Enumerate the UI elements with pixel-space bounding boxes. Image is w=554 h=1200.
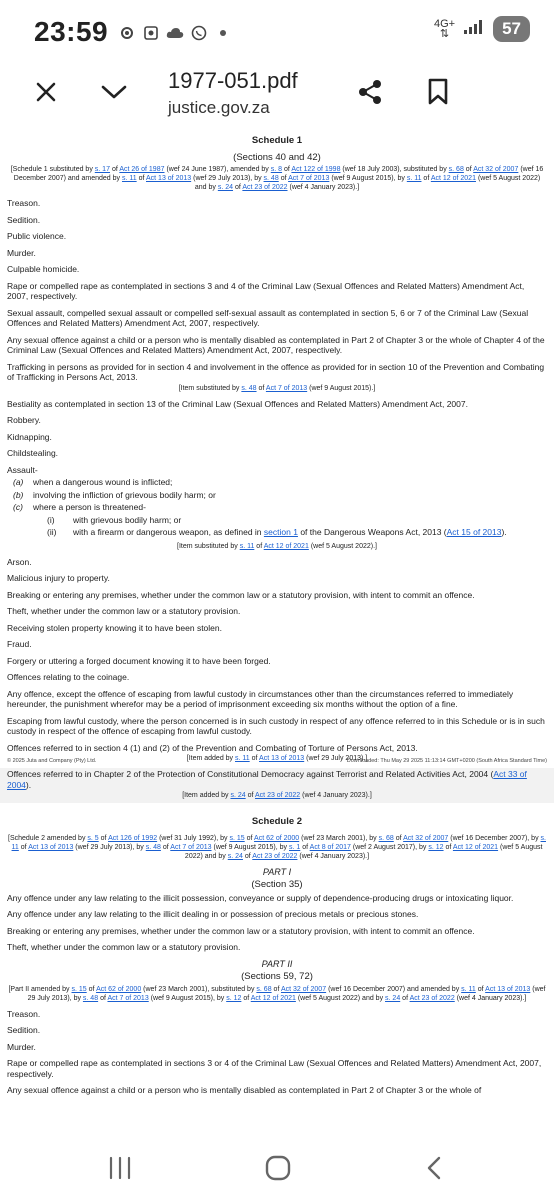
item-text-part: ). [501,527,507,537]
note-text: of [246,834,253,842]
note-text: (wef 29 July 2013), by [75,843,144,851]
note-text: of [395,834,402,842]
list-item: Fraud. [7,639,32,649]
status-bar [0,0,554,62]
list-item: Kidnapping. [7,431,52,442]
note-text: of [247,792,254,799]
data-arrows-icon: ⇅ [439,28,450,40]
note-text: of [445,843,452,851]
item-key: (c) [13,502,23,512]
item-text: where a person is threatened- [33,502,146,512]
note-text: of [244,852,251,860]
status-time: 23:59 [34,16,109,47]
list-item: Any sexual offence against a child or a person who is mentally disabled as contemplated in Part 2 of Chapter 3 or the whole of Chapter 4 of the Criminal Law (Sexual Offences and Related Matters) Amendment Act, 2007, respectively. [7,334,545,355]
note-text: of [20,843,27,851]
note-text: [Part II amended by [8,985,70,993]
link-s68[interactable]: s. 68 [448,166,464,173]
link-act-7-2013[interactable]: Act 7 of 2013 [288,175,330,182]
page-footer [7,758,547,764]
note-text: (wef 24 June 1987), amended by [166,166,269,173]
close-icon [34,80,58,109]
link-s11[interactable]: s. 11 [11,834,546,851]
note-text: of [477,985,484,993]
link-s15[interactable]: s. 15 [71,985,87,993]
link-act-62-2000[interactable]: Act 62 of 2000 [254,834,300,842]
note-text: (wef 5 August 2022).] [310,542,377,550]
link-s24[interactable]: s. 24 [385,994,401,1002]
link-act-23-2022[interactable]: Act 23 of 2022 [242,184,288,191]
note-text: (wef 9 August 2015), by [331,175,405,182]
settings-icon [118,24,136,42]
link-act-12-2021[interactable]: Act 12 of 2021 [430,175,476,182]
link-act-26-1987[interactable]: Act 26 of 1987 [119,166,165,173]
link-s15[interactable]: s. 15 [229,834,245,842]
link-act-12-2021[interactable]: Act 12 of 2021 [263,542,309,550]
list-item: Sexual assault, compelled sexual assault or compelled self-sexual assault as contemplated in section 5, 6 or 7 of the Criminal Law (Sexual Offences and Related Matters) Amendment Act, 2007, respectively. [7,307,529,328]
note-text: [Item substituted by [177,542,238,550]
bookmark-button[interactable] [418,74,458,114]
note-text: of [138,175,145,182]
note-text: of [280,175,287,182]
item-note [7,542,547,551]
list-item: Escaping from lawful custody, where the person concerned is in such custody in respect of any offence referred to in this Schedule or is in such custody in respect of the offence of escaping from lawful custody. [7,715,545,736]
list-item: Malicious injury to property. [7,573,110,583]
pdf-page-2 [0,803,554,1140]
note-text: of [302,843,309,851]
note-text: of [402,994,409,1002]
list-item: Sedition. [7,214,41,225]
item-key: (a) [13,477,24,487]
link-act-62-2000[interactable]: Act 62 of 2000 [96,985,142,993]
item-text-part: with a firearm or dangerous weapon, as defined in [73,527,262,537]
whatsapp-icon [190,24,208,42]
note-text: [Schedule 2 amended by [8,834,86,842]
list-item: Murder. [7,247,36,258]
note-text: of [162,843,169,851]
file-title: 1977-051.pdf [168,68,298,93]
note-text: (wef 31 July 1992), by [159,834,228,842]
expand-button[interactable] [94,74,134,114]
note-text: of [88,985,95,993]
schedule-1-note [7,165,547,192]
item-text: Offences referred to in Chapter 2 of the Protection of Constitutional Democracy against Terrorist and Related Activities Act, 2004 ( [7,769,494,779]
network-type: 4G+ [433,18,456,30]
link-s48[interactable]: s. 48 [241,384,257,392]
list-item: Childstealing. [7,448,59,458]
list-item: Arson. [7,556,32,567]
list-item: Sedition. [7,1025,41,1035]
note-text: of [251,755,258,762]
dot-icon [214,24,232,42]
schedule-1-sections: (Sections 40 and 42) [233,151,321,163]
list-item: Robbery. [7,415,41,425]
part-2-sections: (Sections 59, 72) [241,971,313,982]
list-item: Assault- [7,464,38,475]
list-item: Culpable homicide. [7,264,80,274]
schedule-2-note [7,834,547,861]
link-act-23-2022[interactable]: Act 23 of 2022 [255,792,301,799]
link-act-122-1998[interactable]: Act 122 of 1998 [291,166,341,173]
list-item: Any offence under any law relating to the illicit possession, conveyance or supply of dependence-producing drugs or intoxicating liquor. [7,892,514,903]
note-text: (wef 16 December 2007) and amended by [13,166,544,182]
network-indicator [434,19,455,39]
list-item: Rape or compelled rape as contemplated in sections 3 and 4 of the Criminal Law (Sexual Offences and Related Matters) Amendment Act, 2007, respectively. [7,280,525,301]
bookmark-icon [427,78,449,111]
list-item: Trafficking in persons as provided for in section 4 and involvement in the offence as provided for in section 10 of the Prevention and Combating of Trafficking in Persons Act, 2013. [7,361,545,382]
link-s8[interactable]: s. 8 [270,166,283,173]
list-item: Any offence, except the offence of escaping from lawful custody in circumstances other than the circumstances referred to immediately hereunder, the punishment wherefor may be a period of imprisonment exceeding six months without the option of a fine. [7,688,514,709]
link-s11[interactable]: s. 11 [239,542,255,550]
note-text: [Item added by [186,755,234,762]
note-text: of [273,985,280,993]
link-s5[interactable]: s. 5 [87,834,99,842]
link-s17[interactable]: s. 17 [94,166,110,173]
link-act-13-2013[interactable]: Act 13 of 2013 [259,755,305,762]
notification-icons [118,24,232,42]
link-act-7-2013[interactable]: Act 7 of 2013 [265,384,308,392]
assault-item-c [7,502,547,513]
note-text: of [423,175,430,182]
note-text: [Schedule 1 substituted by [10,166,93,173]
note-text: [Item substituted by [178,384,240,392]
link-s11b[interactable]: s. 11 [406,175,422,182]
list-item: Any sexual offence against a child or a person who is mentally disabled as contemplated in Part 2 of Chapter 3 or the whole of [7,1085,482,1095]
note-text: (wef 5 August 2022) and by [297,994,384,1002]
note-text: of [111,166,118,173]
item-key: (ii) [47,527,57,537]
link-act-7-2013[interactable]: Act 7 of 2013 [170,843,212,851]
assault-item-c-ii [47,527,547,538]
link-act-23-2022[interactable]: Act 23 of 2022 [252,852,298,860]
link-s1[interactable]: s. 1 [289,843,301,851]
link-s24[interactable]: s. 24 [217,184,234,191]
note-text: (wef 4 January 2023).] [456,994,527,1002]
note-text: (wef 2 August 2017), by [352,843,427,851]
link-act-126-1992[interactable]: Act 126 of 1992 [108,834,158,842]
note-text: of [284,166,290,173]
assault-item-a [7,477,547,488]
link-act-15-2013[interactable]: Act 15 of 2013 [446,527,502,537]
list-item: Offences relating to the coinage. [7,672,130,682]
link-s12[interactable]: s. 12 [226,994,242,1002]
note-text: (wef 4 January 2023).] [302,792,372,799]
note-text: (wef 9 August 2015).] [309,384,376,392]
part-1-heading: PART I [262,866,292,877]
note-text: (wef 18 July 2003), substituted by [342,166,447,173]
cloud-icon [166,24,184,42]
link-s48[interactable]: s. 48 [145,843,161,851]
list-item [7,769,547,790]
link-s24[interactable]: s. 24 [227,852,243,860]
link-act-32-2007[interactable]: Act 32 of 2007 [403,834,449,842]
note-text: of [465,166,472,173]
back-button[interactable] [414,1152,454,1188]
link-s12[interactable]: s. 12 [428,843,444,851]
list-item: Breaking or entering any premises, whether under the common law or a statutory provision, with intent to commit an offence. [7,925,475,936]
item-text: involving the infliction of grievous bodily harm; or [33,489,216,500]
note-text: of [256,542,263,550]
list-item: Public violence. [7,231,67,241]
link-act-12-2021[interactable]: Act 12 of 2021 [250,994,296,1002]
signal-icon [463,19,485,40]
link-act-7-2013[interactable]: Act 7 of 2013 [107,994,149,1002]
list-item: Treason. [7,1008,41,1019]
page1-content [7,132,547,823]
page2-content [7,813,547,1102]
list-item: Theft, whether under the common law or a statutory provision. [7,942,241,952]
note-text: of [100,834,107,842]
link-section-1[interactable]: section 1 [263,527,298,537]
item-text: ). [25,779,32,790]
link-act-23-2022[interactable]: Act 23 of 2022 [409,994,455,1002]
recent-apps-icon [106,1156,134,1185]
link-s48[interactable]: s. 48 [263,175,279,182]
note-text: (wef 4 January 2023).] [289,184,360,191]
list-item: Breaking or entering any premises, whether under the common law or a statutory provision, with intent to commit an offence. [7,589,475,600]
item-text: with grievous bodily harm; or [73,514,182,525]
note-text: (wef 5 August 2022) and by [194,175,541,191]
status-right [434,16,530,42]
note-text: of [234,184,241,191]
item-note [7,384,547,393]
schedule-2-heading: Schedule 2 [251,816,303,827]
link-s68[interactable]: s. 68 [256,985,272,993]
link-s11[interactable]: s. 11 [121,175,137,182]
item-text [73,527,507,538]
battery-badge: 57 [493,16,530,42]
footer-copyright: © 2025 Juta and Company (Pty) Ltd. [7,758,97,764]
note-text: (wef 4 January 2023).] [299,852,370,860]
item-note [7,791,547,800]
list-item: Theft, whether under the common law or a statutory provision. [7,606,241,616]
note-text: (wef 23 March 2001), substituted by [143,985,255,993]
file-source: justice.gov.za [168,98,270,117]
list-item: Receiving stolen property knowing it to have been stolen. [7,622,222,633]
note-text: (wef 9 August 2015), by [150,994,225,1002]
footer-download-time: Downloaded: Thu May 29 2025 11:13:14 GMT+0200 (South Africa Standard Time) [346,758,547,764]
note-text: (wef 9 August 2015), by [213,843,288,851]
note-text: of [243,994,250,1002]
item-key: (b) [13,489,24,500]
part-2-heading: PART II [261,958,293,969]
pdf-page-1 [0,128,554,799]
item-text: when a dangerous wound is inflicted; [33,477,173,487]
system-nav-bar [0,1140,554,1200]
note-text: (wef 16 December 2007) and amended by [328,985,460,993]
list-item: Bestiality as contemplated in section 13 of the Criminal Law (Sexual Offences and Related Matters) Amendment Act, 2007. [7,398,468,409]
back-icon [424,1155,444,1186]
close-button[interactable] [26,74,66,114]
link-act-13-2013[interactable]: Act 13 of 2013 [485,985,531,993]
part-1-sections: (Section 35) [251,879,303,890]
link-s48[interactable]: s. 48 [82,994,99,1002]
list-item: Treason. [7,198,41,208]
pdf-document[interactable] [0,128,554,1140]
link-s24[interactable]: s. 24 [230,792,246,799]
home-icon [264,1154,292,1187]
share-button[interactable] [350,74,390,114]
note-text: (wef 29 July 2013), by [27,985,546,1002]
link-act-8-2017[interactable]: Act 8 of 2017 [309,843,351,851]
share-icon [356,78,384,111]
list-item: Murder. [7,1041,36,1052]
list-item: Offences referred to in section 4 (1) and (2) of the Prevention and Combating of Torture of Persons Act, 2013. [7,742,418,753]
item-key: (i) [47,514,55,525]
pdf-viewer-toolbar [0,62,554,128]
schedule-1-heading: Schedule 1 [251,135,303,146]
note-text: (wef 29 July 2013), by [193,175,262,182]
note-text: (wef 23 March 2001), by [301,834,377,842]
link-act-13-2013[interactable]: Act 13 of 2013 [28,843,74,851]
link-act-33-2004[interactable]: Act 33 of 2004 [7,769,527,790]
home-button[interactable] [258,1152,298,1188]
part-2-note [7,985,547,1003]
link-act-32-2007[interactable]: Act 32 of 2007 [280,985,327,993]
item-text-part: of the Dangerous Weapons Act, 2013 ( [300,527,447,537]
list-item: Any offence under any law relating to the illicit dealing in or possession of precious metals or precious stones. [7,909,419,919]
link-s68[interactable]: s. 68 [378,834,394,842]
list-item: Rape or compelled rape as contemplated in sections 3 or 4 of the Criminal Law (Sexual Offences and Related Matters) Amendment Act, 2007, respectively. [7,1058,542,1079]
list-item: Forgery or uttering a forged document knowing it to have been forged. [7,655,271,666]
screenshot-icon [142,24,160,42]
note-text: (wef 5 August 2022) and by [184,843,543,860]
note-text: (wef 16 December 2007), by [450,834,539,842]
link-s11[interactable]: s. 11 [235,755,250,762]
chevron-down-icon [100,83,128,106]
link-act-12-2021[interactable]: Act 12 of 2021 [452,843,499,851]
recent-apps-button[interactable] [100,1152,140,1188]
link-act-32-2007[interactable]: Act 32 of 2007 [473,166,519,173]
link-s11[interactable]: s. 11 [461,985,476,993]
link-act-13-2013[interactable]: Act 13 of 2013 [146,175,192,182]
assault-item-b [7,490,547,501]
note-text: of [258,384,265,392]
note-text: [Item added by [182,792,229,799]
assault-item-c-i [47,515,547,526]
note-text: (wef 29 July 2013).] [306,755,368,762]
note-text: of [100,994,106,1002]
